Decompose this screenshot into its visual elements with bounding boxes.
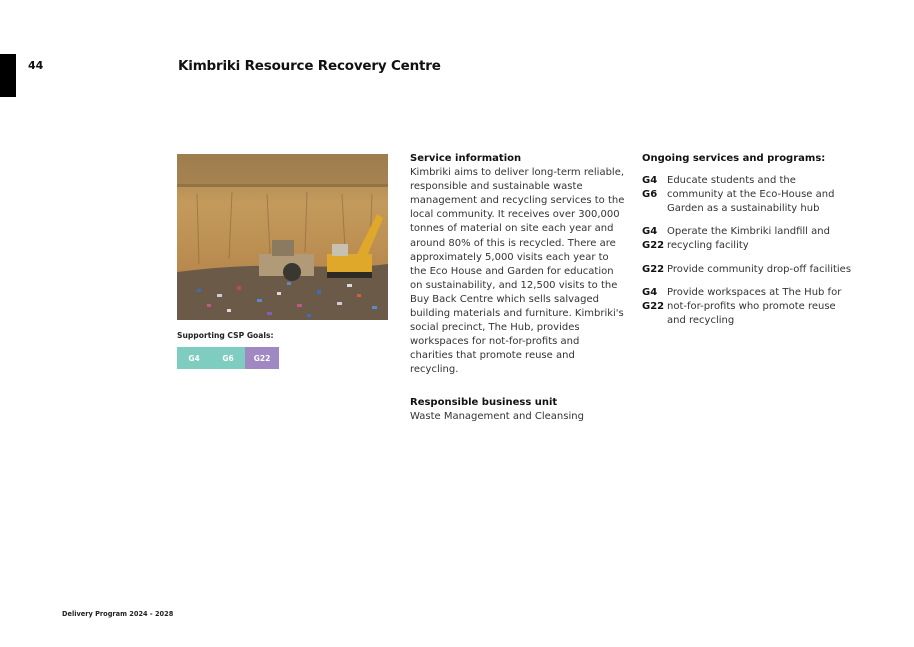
goal-badge: G4 (177, 347, 211, 369)
service-body: Kimbriki aims to deliver long-term reliable, responsible and sustainable waste management and recycling services to the local community. It receives over 300,000 tonnes of material on site each year and around 80% of this is recycled. There are approximately 5,000 visits each year to the Eco House and Garden for education on sustainability, and 12,500 visits to the Buy Back Centre which sells salvaged building materials and furniture. Kimbriki's social precinct, The Hub, provides workspaces for not-for-profits and charities that promote reuse and recycling. (410, 167, 625, 376)
footer-text: Delivery Program 2024 - 2028 (62, 610, 174, 618)
program-item (642, 174, 852, 216)
program-text: Educate students and the community at the Eco-House and Garden as a sustainability hub (667, 175, 835, 215)
business-unit-value: Waste Management and Cleansing (410, 411, 584, 423)
csp-goals-badges (177, 347, 279, 369)
programs-heading: Ongoing services and programs: (642, 153, 826, 164)
goal-code: G22 (642, 263, 665, 275)
page-number: 44 (28, 59, 44, 72)
landfill-photo (177, 154, 388, 320)
page-title: Kimbriki Resource Recovery Centre (178, 58, 441, 74)
page-edge-tab (0, 54, 16, 97)
goal-badge: G22 (245, 347, 279, 369)
goal-code: G4 (642, 175, 658, 187)
goal-code: G6 (642, 189, 658, 201)
program-item (642, 263, 852, 277)
goal-code: G22 (642, 300, 665, 312)
goal-code: G22 (642, 240, 665, 252)
business-unit-heading: Responsible business unit (410, 397, 558, 408)
program-item (642, 286, 852, 328)
landfill-photo-icon (177, 154, 388, 320)
responsible-business-unit (410, 396, 584, 424)
service-heading: Service information (410, 153, 522, 164)
goal-code: G4 (642, 226, 658, 238)
service-information (410, 152, 625, 378)
program-text: Operate the Kimbriki landfill and recycling facility (667, 226, 830, 252)
csp-goals-label: Supporting CSP Goals: (177, 331, 274, 340)
program-item (642, 225, 852, 253)
ongoing-programs (642, 152, 852, 337)
goal-code: G4 (642, 286, 658, 298)
program-text: Provide community drop-off facilities (667, 263, 852, 275)
goal-badge: G6 (211, 347, 245, 369)
program-text: Provide workspaces at The Hub for not-for-profits who promote reuse and recycling (667, 286, 842, 326)
